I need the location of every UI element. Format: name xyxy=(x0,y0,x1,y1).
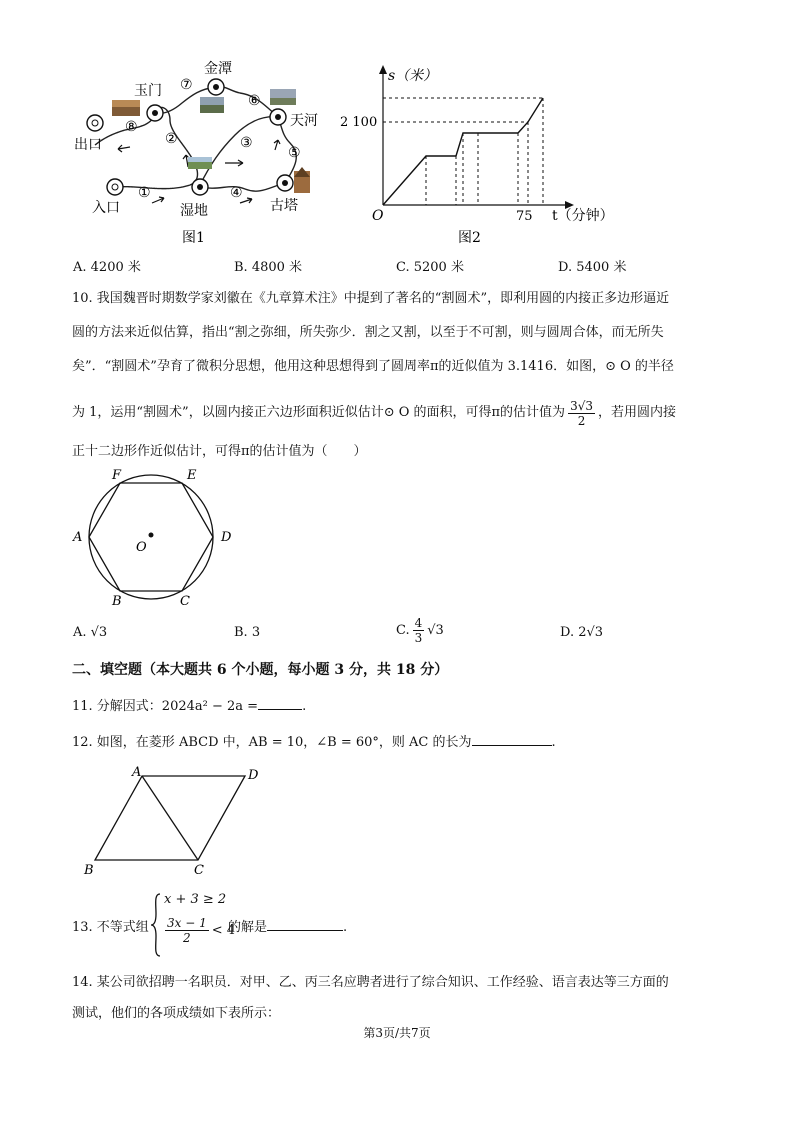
node-pagoda xyxy=(277,175,293,191)
section-2-heading: 二、填空题（本大题共 6 个小题，每小题 3 分，共 18 分） xyxy=(72,662,449,678)
label-wetland: 湿地 xyxy=(180,203,208,219)
q12-text: 12. 如图，在菱形 ABCD 中，AB = 10，∠B = 60°，则 AC 的长为 xyxy=(72,735,472,750)
q13-ineq-2-denominator: 2 xyxy=(183,931,191,945)
q10-fraction xyxy=(568,399,595,428)
y-axis-label: s（米） xyxy=(388,68,438,84)
q13: 13. 不等式组 x + 3 ≥ 2 $\frac{3x - 1}{2}$ < 4 的解是 . xyxy=(72,890,472,960)
node-exit xyxy=(87,115,103,131)
q10-line-3: 矣”．“割圆术”孕育了微积分思想，他用这种思想得到了圆周率π的近似值为 3.1416．如图，⊙ O 的半径 xyxy=(72,359,674,374)
point-A: A xyxy=(73,530,83,545)
page-footer: 第3页/共7页 xyxy=(363,1026,431,1040)
point-B: B xyxy=(112,594,122,609)
q13-tail: 的解是 xyxy=(228,920,268,935)
route-4: ④ xyxy=(230,185,243,201)
q13-ineq-2-fraction xyxy=(165,916,209,945)
x-tick-75: 75 xyxy=(516,209,533,224)
q11-text: 11. 分解因式：2024a² − 2a = xyxy=(72,699,259,714)
point-E: E xyxy=(187,468,197,483)
rhombus-point-D: D xyxy=(248,768,259,783)
q10-line-2: 圆的方法来近似估算，指出“割之弥细，所失弥少．割之又割，以至于不可割，则与圆周合体，而无所失 xyxy=(72,325,664,340)
point-O: O xyxy=(136,540,147,555)
y-tick-2100: 2 100 xyxy=(340,115,378,130)
label-tianhe: 天河 xyxy=(290,113,318,129)
node-wetland xyxy=(192,179,208,195)
q9-option-b: B. 4800 米 xyxy=(234,260,303,275)
q10-option-b: B. 3 xyxy=(234,625,261,640)
q10-line-4a: 为 1，运用“割圆术”，以圆内接正六边形面积近似估计⊙ O 的面积，可得π的估计值为 xyxy=(72,405,566,420)
q10-option-c xyxy=(396,616,444,645)
q9-option-c: C. 5200 米 xyxy=(396,260,464,275)
route-7: ⑦ xyxy=(180,77,193,93)
q10-fraction-denominator: 2 xyxy=(577,413,586,428)
figure-2-caption: 图2 xyxy=(458,230,481,246)
node-entrance xyxy=(107,179,123,195)
origin-label: O xyxy=(372,208,384,224)
q10-fraction-numerator: 3√3 xyxy=(570,398,593,413)
q10-line-5: 正十二边形作近似估计，可得π的估计值为（ ） xyxy=(72,444,367,459)
rhombus-point-B: B xyxy=(84,863,94,878)
route-8: ⑧ xyxy=(125,119,138,135)
q9-option-a: A. 4200 米 xyxy=(73,260,141,275)
figure-1-caption: 图1 xyxy=(182,230,205,246)
q10-option-c-denominator: 3 xyxy=(414,631,423,645)
node-yumen xyxy=(147,105,163,121)
point-C: C xyxy=(180,594,190,609)
node-tianhe xyxy=(270,109,286,125)
label-yumen: 玉门 xyxy=(134,83,162,99)
q13-ineq-1: x + 3 ≥ 2 xyxy=(164,892,227,907)
route-3: ③ xyxy=(240,135,253,151)
q10-option-c-root: √3 xyxy=(427,623,444,638)
figure-2-graph xyxy=(338,55,628,250)
q10-line-4b: ，若用圆内接 xyxy=(597,405,676,420)
q14-line-2: 测试，他们的各项成绩如下表所示： xyxy=(72,1006,281,1021)
rhombus-point-C: C xyxy=(194,863,204,878)
route-6: ⑥ xyxy=(248,93,261,109)
rhombus-point-A: A xyxy=(132,765,142,780)
q14-line-1: 14. 某公司欲招聘一名职员．对甲、乙、丙三名应聘者进行了综合知识、工作经验、语言表达等三方面的 xyxy=(72,975,669,990)
route-path xyxy=(95,107,198,188)
q13-ineq-2-relation: < 4 xyxy=(211,923,236,938)
label-jintan: 金潭 xyxy=(204,61,232,77)
q10-line-4 xyxy=(72,391,732,435)
route-1: ① xyxy=(138,185,151,201)
route-2: ② xyxy=(165,131,178,147)
node-jintan xyxy=(208,79,224,95)
label-pagoda: 古塔 xyxy=(270,198,298,214)
point-D: D xyxy=(221,530,232,545)
q12-rhombus-figure xyxy=(80,762,270,882)
q9-option-d: D. 5400 米 xyxy=(558,260,627,275)
q11: 11. 分解因式：2024a² − 2a = . xyxy=(72,699,307,714)
q10-option-c-label: C. xyxy=(396,623,410,638)
point-F: F xyxy=(112,468,122,483)
q10-option-c-numerator: 4 xyxy=(414,616,423,630)
q13-ineq-2 xyxy=(162,916,235,945)
q12: 12. 如图，在菱形 ABCD 中，AB = 10，∠B = 60°，则 AC 的长为 . xyxy=(72,735,556,750)
q13-brace xyxy=(150,892,162,958)
q10-option-c-fraction xyxy=(413,616,425,645)
label-exit: 出口 xyxy=(74,137,102,153)
label-entrance: 入口 xyxy=(92,200,120,216)
q10-line-1: 10. 我国魏晋时期数学家刘徽在《九章算术注》中提到了著名的“割圆术”，即利用圆的内接正多边形逼近 xyxy=(72,291,670,306)
route-5: ⑤ xyxy=(288,145,301,161)
x-axis-label: t（分钟） xyxy=(552,208,614,224)
q13-ineq-2-numerator: 3x − 1 xyxy=(167,916,207,930)
q10-option-d: D. 2√3 xyxy=(560,625,604,640)
q13-label: 13. 不等式组 xyxy=(72,920,149,935)
q10-option-a: A. √3 xyxy=(73,625,108,640)
q10-circle-hexagon-figure xyxy=(70,465,240,610)
figure-1-map xyxy=(70,55,340,250)
